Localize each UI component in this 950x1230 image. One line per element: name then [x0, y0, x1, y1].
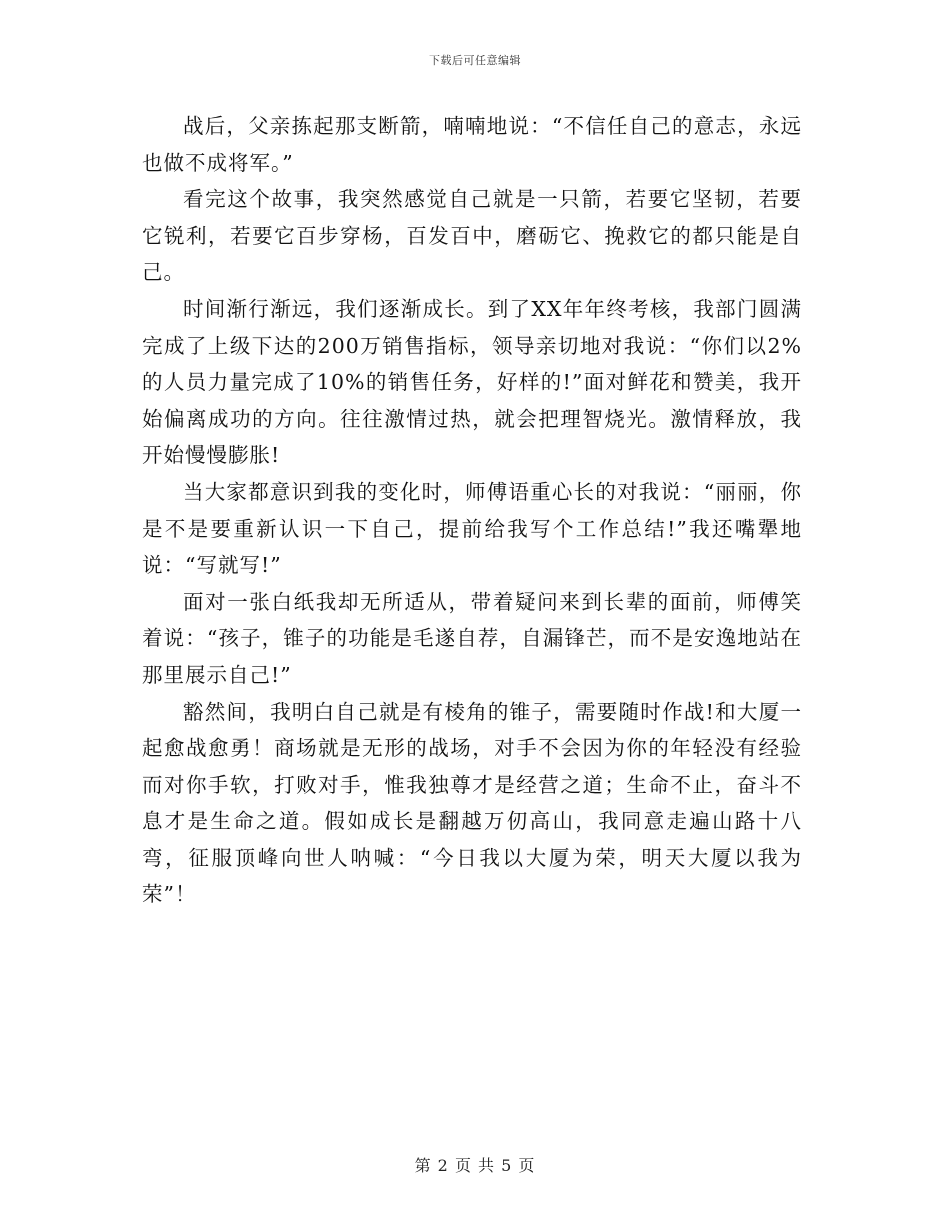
- page-header: 下载后可任意编辑: [429, 54, 521, 67]
- page-number: 第 2 页 共 5 页: [414, 1156, 536, 1175]
- paragraph-1: 战后，父亲拣起那支断箭，喃喃地说：“不信任自己的意志，永远也做不成将军。”: [142, 114, 802, 175]
- paragraph-3: 时间渐行渐远，我们逐渐成长。到了XX年年终考核，我部门圆满完成了上级下达的200万销售指标，领导亲切地对我说：“你们以2%的人员力量完成了10%的销售任务，好样的!”面对鲜花和赞美，我开始偏离成功的方向。往往激情过热，就会把理智烧光。激情释放，我开始慢慢膨胀!: [142, 296, 802, 468]
- paragraph-4: 当大家都意识到我的变化时，师傅语重心长的对我说：“丽丽，你是不是要重新认识一下自己，提前给我写个工作总结!”我还嘴犟地说：“写就写!”: [142, 479, 802, 578]
- paragraph-5: 面对一张白纸我却无所适从，带着疑问来到长辈的面前，师傅笑着说：“孩子，锥子的功能是毛遂自荐，自漏锋芒，而不是安逸地站在那里展示自己!”: [142, 589, 802, 687]
- document-body: [142, 108, 802, 913]
- paragraph-2: 看完这个故事，我突然感觉自己就是一只箭，若要它坚韧，若要它锐利，若要它百步穿杨，百发百中，磨砺它、挽救它的都只能是自己。: [142, 187, 802, 285]
- paragraph-6: 豁然间，我明白自己就是有棱角的锥子，需要随时作战!和大厦一起愈战愈勇！商场就是无形的战场，对手不会因为你的年轻没有经验而对你手软，打败对手，惟我独尊才是经营之道；生命不止，奋斗不息才是生命之道。假如成长是翻越万仞高山，我同意走遍山路十八弯，征服顶峰向世人呐喊：“今日我以大厦为荣，明天大厦以我为荣”！: [142, 699, 802, 907]
